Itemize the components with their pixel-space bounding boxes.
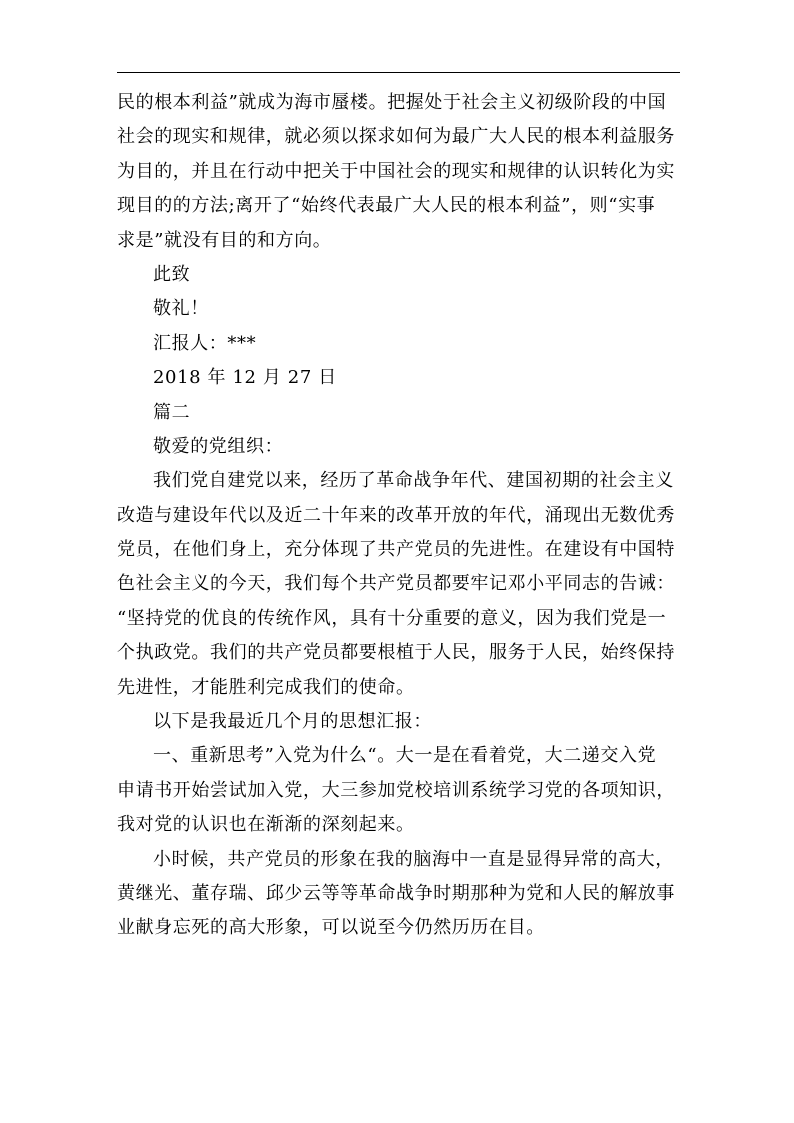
paragraph-line: 黄继光、董存瑞、邱少云等等革命战争时期那种为党和人民的解放事 <box>117 882 675 904</box>
salutation-line: 敬礼！ <box>153 298 209 320</box>
paragraph-line: 求是”就没有目的和方向。 <box>117 229 332 251</box>
date-line: 2018 年 12 月 27 日 <box>153 367 337 389</box>
paragraph-line: 小时候，共产党员的形象在我的脑海中一直是显得异常的高大， <box>153 848 674 870</box>
paragraph-line: 民的根本利益”就成为海市蜃楼。把握处于社会主义初级阶段的中国 <box>117 92 667 113</box>
paragraph-line: 以下是我最近几个月的思想汇报： <box>153 711 432 733</box>
document-body <box>117 86 680 946</box>
paragraph-line: 我们党自建党以来，经历了革命战争年代、建国初期的社会主义 <box>153 470 674 492</box>
section-heading: 篇二 <box>153 401 191 423</box>
paragraph-line: 申请书开始尝试加入党，大三参加党校培训系统学习党的各项知识， <box>117 779 675 801</box>
closing-line: 此致 <box>153 263 191 285</box>
paragraph-line: “坚持党的优良的传统作风，具有十分重要的意义，因为我们党是一 <box>117 607 667 629</box>
header-rule <box>117 72 680 73</box>
paragraph-line: 一、重新思考”入党为什么“。大一是在看着党，大二递交入党 <box>153 745 657 767</box>
paragraph-line: 先进性，才能胜利完成我们的使命。 <box>117 676 415 698</box>
paragraph-line: 我对党的认识也在渐渐的深刻起来。 <box>117 814 415 836</box>
greeting-line: 敬爱的党组织： <box>153 435 284 457</box>
paragraph-line: 改造与建设年代以及近二十年来的改革开放的年代，涌现出无数优秀 <box>117 504 675 526</box>
paragraph-line: 个执政党。我们的共产党员都要根植于人民，服务于人民，始终保持 <box>117 642 675 664</box>
paragraph-line: 现目的的方法;离开了“始终代表最广大人民的根本利益”，则“实事 <box>117 195 656 217</box>
paragraph-line: 色社会主义的今天，我们每个共产党员都要牢记邓小平同志的告诫： <box>117 573 675 595</box>
paragraph-line: 党员，在他们身上，充分体现了共产党员的先进性。在建设有中国特 <box>117 539 675 561</box>
reporter-line: 汇报人：*** <box>153 332 257 354</box>
paragraph-line: 社会的现实和规律，就必须以探求如何为最广大人民的根本利益服务 <box>117 126 675 148</box>
paragraph-line: 业献身忘死的高大形象，可以说至今仍然历历在目。 <box>117 917 545 939</box>
paragraph-line: 为目的，并且在行动中把关于中国社会的现实和规律的认识转化为实 <box>117 160 675 182</box>
